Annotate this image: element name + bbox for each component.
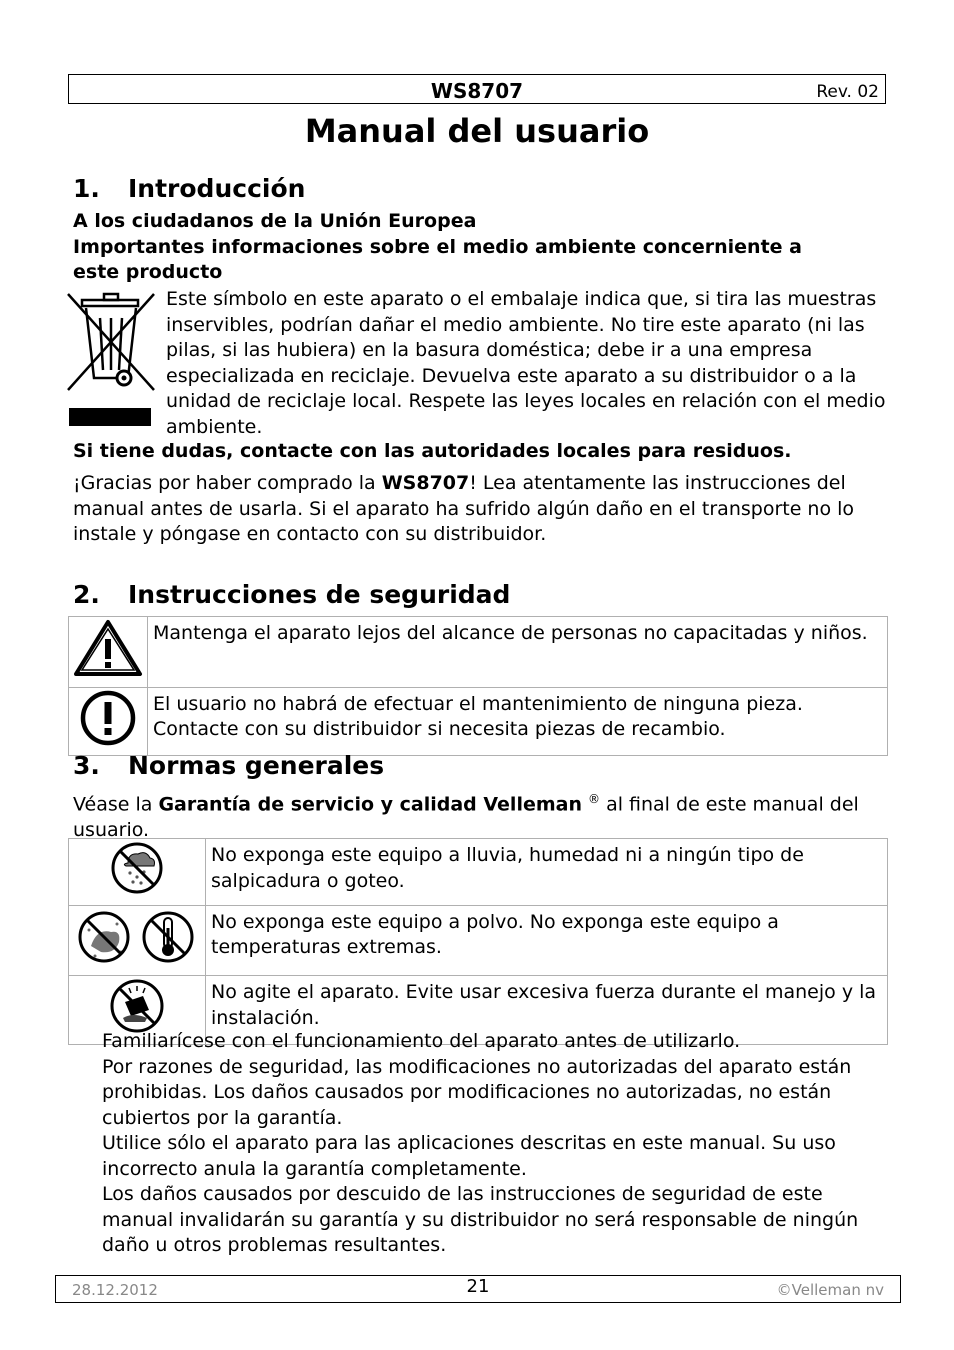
warranty-pre: Véase la xyxy=(73,793,159,816)
section-number: 2. xyxy=(73,580,100,609)
safety-icon-cell xyxy=(69,617,148,688)
warning-triangle-icon xyxy=(73,619,143,677)
exclamation-circle-icon xyxy=(78,690,138,746)
table-row xyxy=(69,687,888,756)
section-heading-introduccion xyxy=(73,174,305,203)
no-rain-icon xyxy=(110,841,164,895)
thanks-model: WS8707 xyxy=(381,472,470,494)
list-item: Utilice sólo el aparato para las aplicaciones descritas en este manual. Su uso incorrecto anula la garantía completamente. xyxy=(102,1132,836,1180)
no-dust-thermometer-icon xyxy=(75,908,199,966)
list-item: Por razones de seguridad, las modificaciones no autorizadas del aparato están prohibidas. Los daños causados por modificaciones no autorizadas, no están cubiertos por la garantía. xyxy=(102,1055,852,1129)
list-item: Los daños causados por descuido de las instrucciones de seguridad de este manual invalidarán su garantía y su distribuidor no será responsable de ningún daño u otros problemas resultantes. xyxy=(102,1183,859,1256)
safety-text: Mantenga el aparato lejos del alcance de personas no capacitadas y niños. xyxy=(148,617,888,688)
general-rules-list xyxy=(102,1029,892,1259)
thanks-post: ! Lea atentamente las instrucciones del manual antes de usarla. Si el aparato ha sufrido algún daño en el transporte no lo instale y póngase en contacto con su distribuidor. xyxy=(73,472,855,545)
thanks-pre: ¡Gracias por haber comprado la xyxy=(73,472,382,494)
doubts-note: Si tiene dudas, contacte con las autoridades locales para residuos. xyxy=(73,440,792,462)
safety-table xyxy=(68,616,888,756)
section-number: 1. xyxy=(73,174,100,203)
page-title: Manual del usuario xyxy=(304,112,650,150)
thanks-paragraph xyxy=(73,471,863,548)
rule-icon-cell xyxy=(69,905,206,976)
model-number: WS8707 xyxy=(430,79,524,103)
weee-text: Este símbolo en este aparato o el embalaje indica que, si tira las muestras inservibles, podrían dañar el medio ambiente. No tire este aparato (ni las pilas, si las hubiera) en la basura doméstica; debe ir a una empresa especializada en reciclaje. Devuelva este aparato a su distribuidor o a la unidad de reciclaje local. Respete las leyes locales en relación con el medio ambiente. xyxy=(166,288,886,438)
warranty-paragraph xyxy=(73,787,863,843)
warranty-post: al final de este manual del usuario. xyxy=(73,793,859,841)
table-row xyxy=(69,617,888,688)
page-footer xyxy=(55,1275,901,1303)
warranty-bold: Garantía de servicio y calidad Velleman xyxy=(158,793,582,816)
environment-heading-line2: este producto xyxy=(73,261,223,283)
general-rules-table xyxy=(68,838,888,1045)
registered-mark: ® xyxy=(588,792,601,806)
no-shake-icon xyxy=(109,978,165,1034)
section-title: Introducción xyxy=(128,174,306,203)
rule-text: No exponga este equipo a lluvia, humedad ni a ningún tipo de salpicadura o goteo. xyxy=(206,839,888,906)
page-number: 21 xyxy=(466,1276,490,1297)
section-heading-seguridad xyxy=(73,580,510,609)
safety-icon-cell xyxy=(69,687,148,756)
footer-date: 28.12.2012 xyxy=(72,1281,158,1299)
section-title: Normas generales xyxy=(128,751,385,780)
revision-label: Rev. 02 xyxy=(816,82,879,102)
section-heading-normas xyxy=(73,751,384,780)
section-title: Instrucciones de seguridad xyxy=(128,580,511,609)
environment-heading-line1: Importantes informaciones sobre el medio ambiente concerniente a xyxy=(73,236,802,258)
safety-text: El usuario no habrá de efectuar el mantenimiento de ninguna pieza. Contacte con su distribuidor si necesita piezas de recambio. xyxy=(148,687,888,756)
rule-text: No agite el aparato. Evite usar excesiva fuerza durante el manejo y la instalación. xyxy=(206,976,888,1045)
section-number: 3. xyxy=(73,751,100,780)
rule-text: No exponga este equipo a polvo. No exponga este equipo a temperaturas extremas. xyxy=(206,905,888,976)
footer-copyright: ©Velleman nv xyxy=(776,1281,884,1299)
rule-icon-cell xyxy=(69,839,206,906)
list-item: Familiarícese con el funcionamiento del aparato antes de utilizarlo. xyxy=(102,1030,741,1052)
table-row xyxy=(69,839,888,906)
page-header xyxy=(68,74,886,104)
weee-bin-icon xyxy=(64,290,158,430)
eu-citizens-heading: A los ciudadanos de la Unión Europea xyxy=(73,210,477,232)
table-row xyxy=(69,905,888,976)
